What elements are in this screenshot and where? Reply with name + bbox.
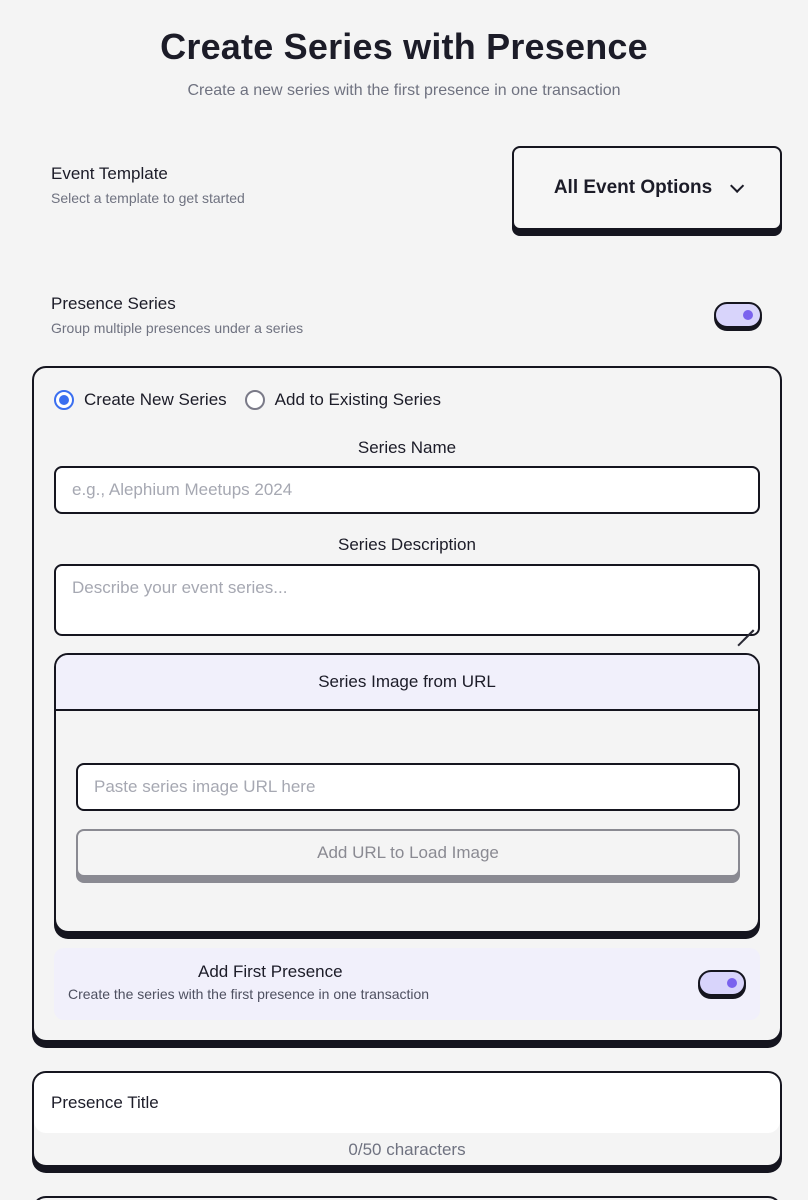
series-description-label: Series Description <box>338 535 476 554</box>
presence-series-label: Presence Series <box>51 294 176 313</box>
first-presence-toggle[interactable] <box>698 970 746 996</box>
series-image-panel <box>54 653 760 933</box>
event-template-section <box>51 164 245 206</box>
first-presence-label: Add First Presence <box>198 962 343 981</box>
radio-label: Create New Series <box>84 390 227 409</box>
radio-add-existing-series[interactable] <box>245 390 441 410</box>
load-image-button[interactable]: Add URL to Load Image <box>76 829 740 877</box>
toggle-knob <box>743 310 753 320</box>
toggle-knob <box>727 978 737 988</box>
series-name-input[interactable] <box>54 466 760 514</box>
event-template-label: Event Template <box>51 164 168 183</box>
presence-series-helper: Group multiple presences under a series <box>51 320 304 336</box>
radio-label: Add to Existing Series <box>274 390 441 409</box>
presence-series-section <box>51 294 303 336</box>
presence-series-toggle[interactable] <box>714 302 762 328</box>
chevron-down-icon <box>730 179 744 193</box>
presence-title-field[interactable] <box>34 1073 780 1133</box>
page-header <box>0 0 808 100</box>
radio-unselected-icon <box>245 390 265 410</box>
series-name-label: Series Name <box>357 438 457 457</box>
character-counter: 0/50 characters <box>348 1140 466 1159</box>
event-template-helper: Select a template to get started <box>51 190 245 206</box>
presence-title-label: Presence Title <box>51 1093 159 1112</box>
event-template-selected: All Event Options <box>553 177 713 198</box>
radio-create-new-series[interactable] <box>54 390 227 410</box>
series-card <box>32 366 782 1042</box>
page-subtitle: Create a new series with the first presence in one transaction <box>187 82 621 99</box>
series-image-header: Series Image from URL <box>56 655 758 711</box>
radio-selected-icon <box>54 390 74 410</box>
series-description-textarea[interactable] <box>54 564 760 636</box>
presence-title-card <box>32 1071 782 1167</box>
first-presence-helper: Create the series with the first presence in one transaction <box>68 986 430 1002</box>
first-presence-section <box>54 948 760 1020</box>
resize-grip-icon[interactable] <box>736 612 754 630</box>
series-image-url-input[interactable] <box>76 763 740 811</box>
series-mode-radio-group <box>54 390 441 410</box>
page-title: Create Series with Presence <box>160 26 648 67</box>
event-template-dropdown[interactable] <box>512 146 782 230</box>
next-section-card <box>32 1196 782 1200</box>
